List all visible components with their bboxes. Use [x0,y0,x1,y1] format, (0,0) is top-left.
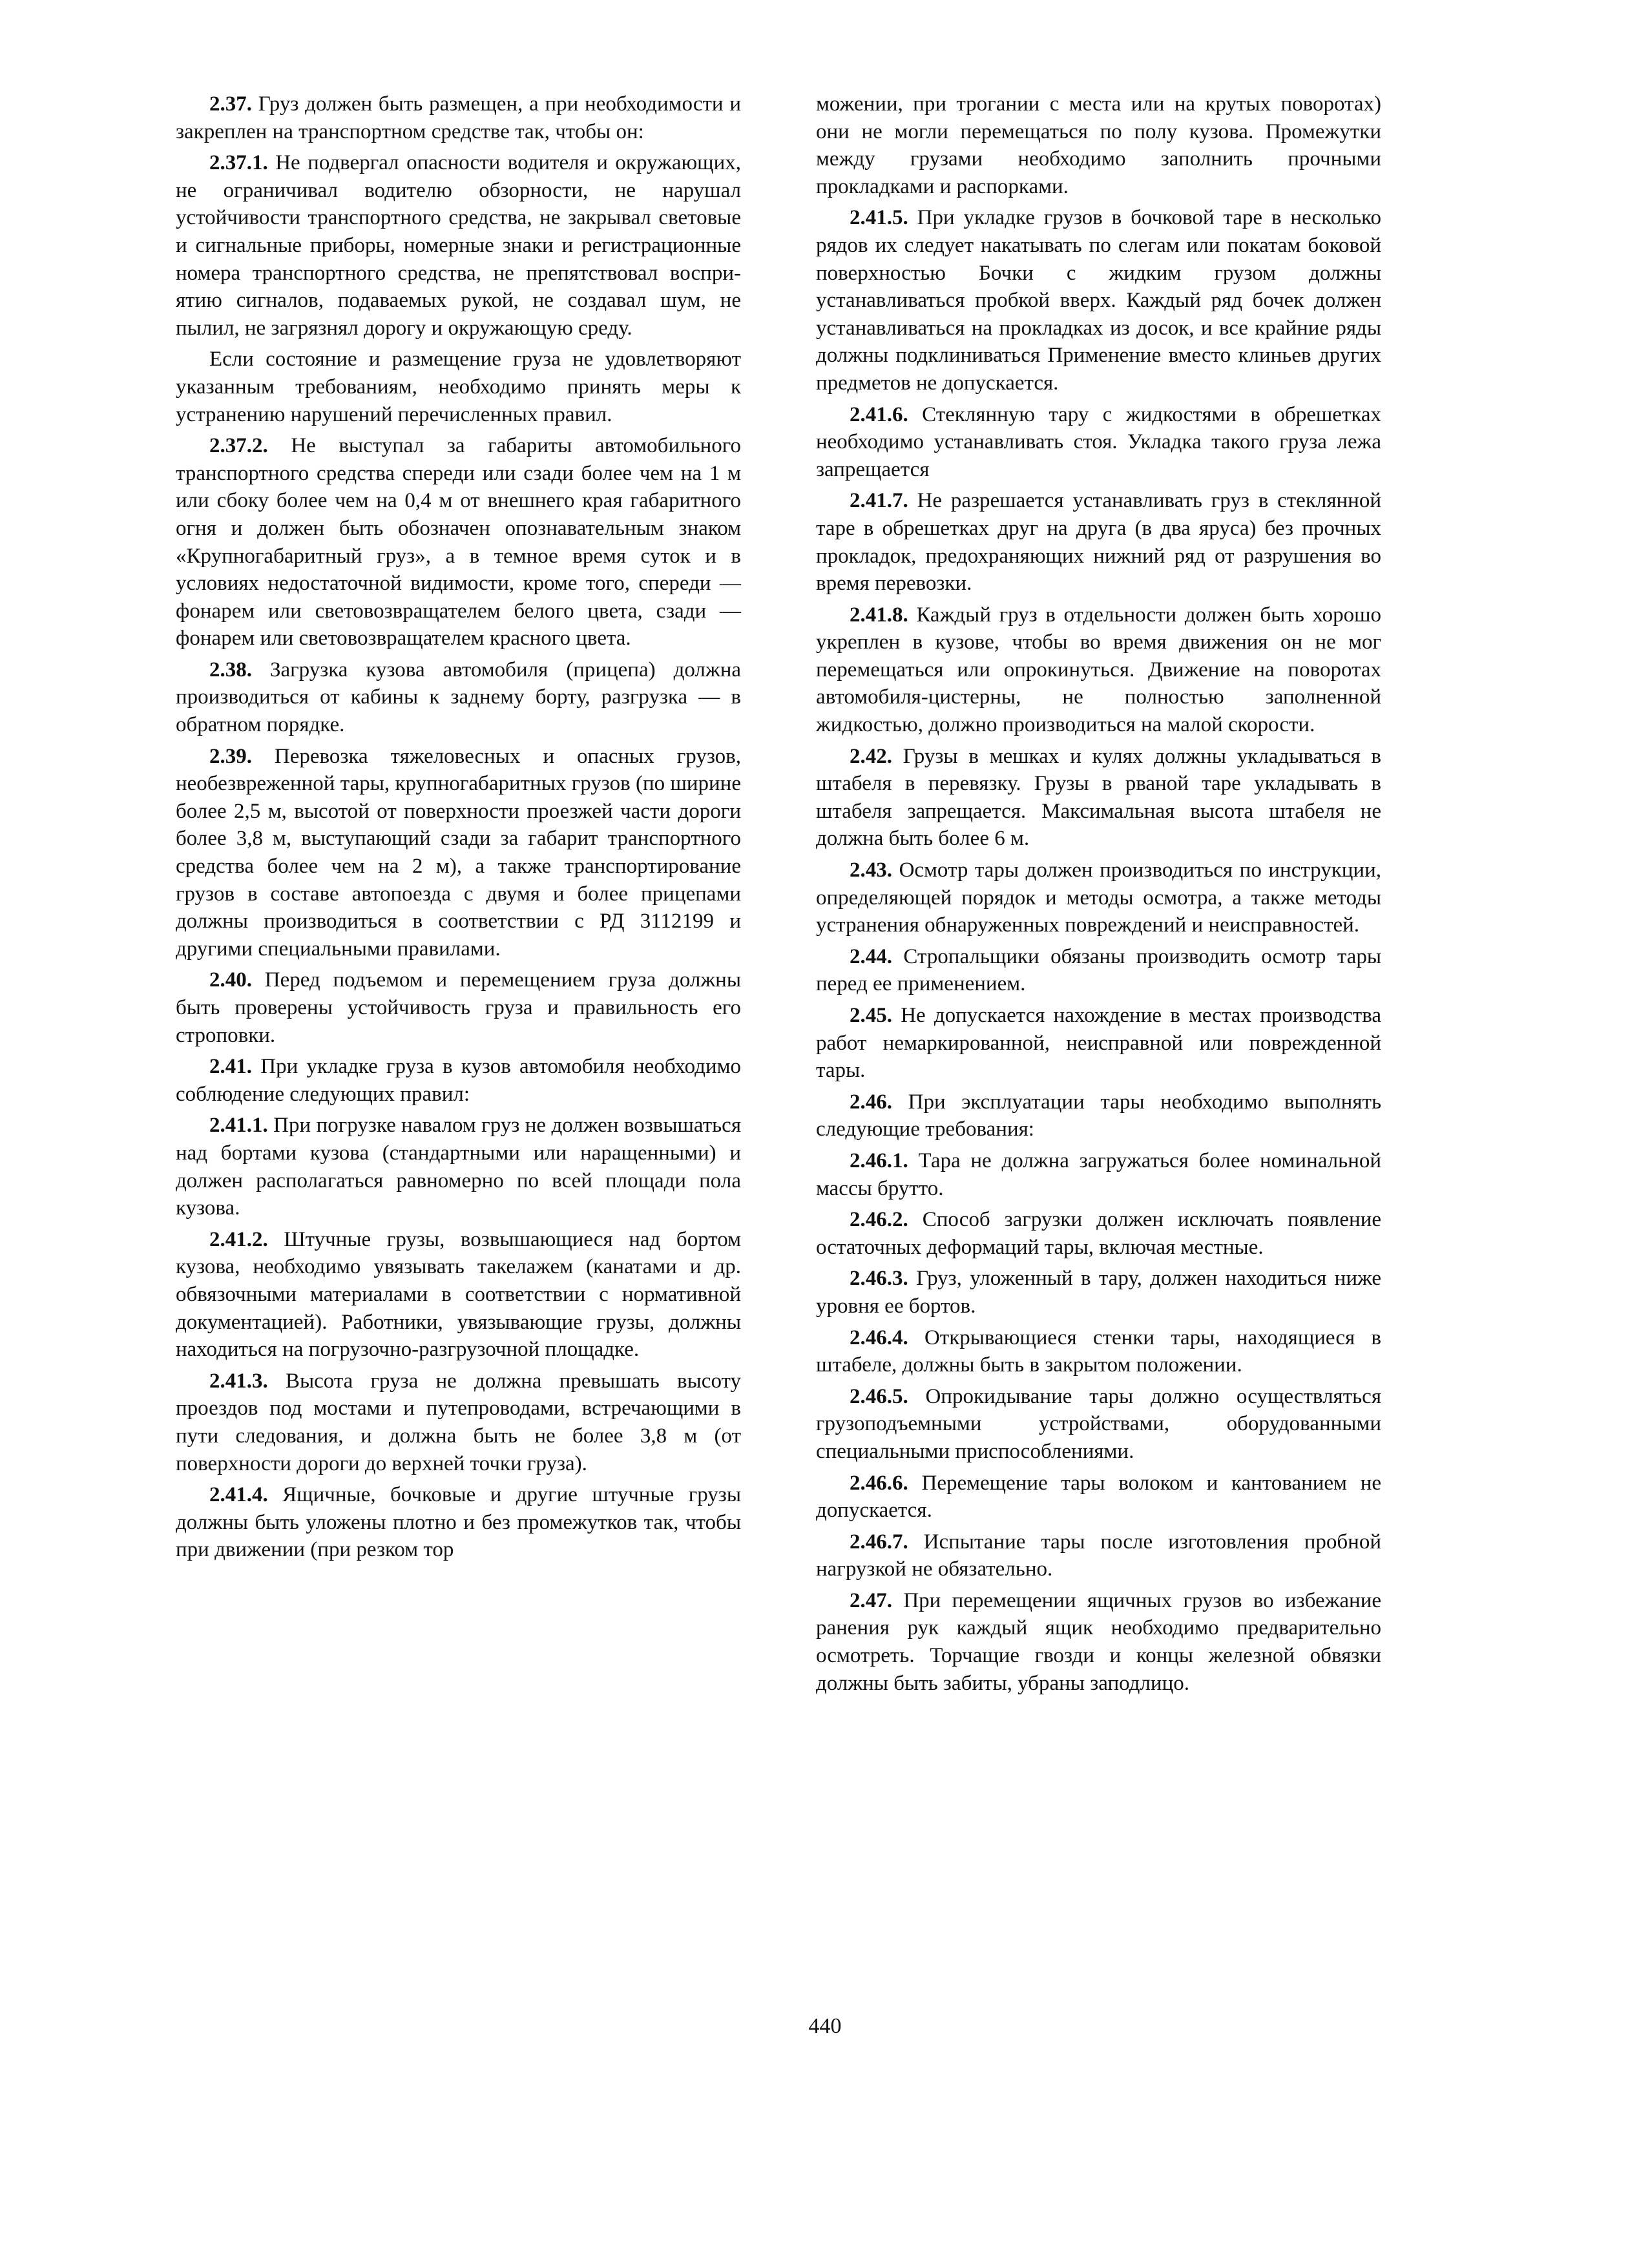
clause-number: 2.41.8. [850,603,908,627]
paragraph [816,1002,1381,1085]
paragraph-text: Способ загрузки должен исключать появление остаточных деформаций тары, включая местные. [816,1208,1381,1259]
paragraph [816,1088,1381,1143]
clause-number: 2.41. [209,1055,252,1079]
paragraph [816,1528,1381,1583]
paragraph [176,1226,741,1364]
paragraph [816,1147,1381,1202]
clause-number: 2.41.2. [209,1227,268,1251]
paragraph [816,1587,1381,1697]
clause-number: 2.46. [850,1090,892,1114]
paragraph-text: Груз должен быть размещен, а при необходимости и закреплен на транспортном средстве так, чтобы он: [176,92,741,143]
paragraph-text: Осмотр тары должен производиться по инструкции, определяющей порядок и методы осмотра, а также методы устранения обнаруженных повреждений и неисправностей. [816,858,1381,937]
clause-number: 2.41.3. [209,1369,268,1393]
paragraph [176,1053,741,1108]
paragraph-text: Испытание тары после изготовления пробной нагрузкой не обязательно. [816,1530,1381,1581]
right-column [816,90,1381,1701]
paragraph [176,149,741,342]
paragraph-text: При эксплуатации тары необходимо выполнять следующие требования: [816,1090,1381,1141]
paragraph-text: можении, при трогании с места или на крутых поворотах) они не могли перемещаться по полу кузова. Промежутки между грузами необходимо заполнить прочными прокладками и распорками. [816,92,1381,198]
clause-number: 2.46.1. [850,1149,908,1172]
paragraph-text: Ящичные, бочковые и другие штучные грузы должны быть уложены плотно и без промежутков так, чтобы при движении (при резком тор [176,1483,741,1562]
paragraph [176,1112,741,1222]
paragraph-text: При погрузке навалом груз не должен возвышаться над бортами кузова (стандартными или наращенными) и должен располагаться равномерно по всей площади пола кузова. [176,1114,742,1220]
paragraph-text: Высота груза не должна превышать высоту проездов под мостами и путепроводами, встречающими в пути следования, и должна быть не более 3,8 м (от поверхности дороги до верхней точки груза). [176,1369,742,1475]
clause-number: 2.37. [209,92,252,116]
paragraph-text: Тара не должна загружаться более номинальной массы брутто. [816,1149,1382,1200]
paragraph [176,346,741,428]
clause-number: 2.46.3. [850,1267,908,1291]
clause-number: 2.46.2. [850,1208,908,1232]
page-number: 440 [808,2014,842,2038]
clause-number: 2.41.7. [850,489,908,513]
clause-number: 2.37.1. [209,151,268,175]
paragraph [816,1324,1381,1379]
clause-number: 2.41.4. [209,1483,268,1507]
paragraph-text: Груз, уложенный в тару, должен находиться ниже уровня ее бортов. [816,1267,1381,1318]
paragraph [176,1481,741,1564]
clause-number: 2.42. [850,744,892,768]
paragraph-text: Опрокидывание тары должно осуществляться грузоподъемными устройствами, оборудованными специальными приспособлениями. [816,1384,1382,1463]
paragraph [816,743,1381,853]
paragraph-text: Перемещение тары волоком и кантованием не допускается. [816,1471,1381,1523]
paragraph [816,1470,1381,1524]
paragraph-text: Не допускается нахождение в местах производства работ немаркированной, неисправной или поврежденной тары. [816,1004,1382,1083]
clause-number: 2.37.2. [209,434,268,458]
paragraph [176,743,741,963]
paragraph-text: Каждый груз в отдельности должен быть хорошо укреплен в кузове, чтобы во время движения он не мог перемещаться или опрокинуться. Движение на поворотах автомобиля-цистерны, не полностью заполненной жидкостью, должно производиться на малой скорости. [816,603,1381,737]
paragraph-text: Стропальщики обязаны производить осмотр тары перед ее применением. [816,944,1382,996]
clause-number: 2.43. [850,858,892,882]
paragraph [176,656,741,739]
clause-number: 2.46.5. [850,1384,908,1408]
paragraph-text: При перемещении ящичных грузов во избежание ранения рук каждый ящик необходимо предварительно осмотреть. Торчащие гвозди и концы железной обвязки должны быть забиты, убраны заподлицо. [816,1588,1382,1695]
paragraph-text: Грузы в мешках и кулях должны укладываться в штабеля в перевязку. Грузы в рваной таре укладывать в штабеля запрещается. Максимальная высота штабеля не должна быть более 6 м. [816,744,1382,851]
paragraph-text: Если состояние и размещение груза не удовлетворяют указанным требованиям, необходимо принять меры к устранению нарушений перечисленных правил. [176,348,741,426]
paragraph [816,487,1381,597]
paragraph [816,90,1381,200]
clause-number: 2.39. [209,744,252,768]
paragraph [816,943,1381,998]
clause-number: 2.41.6. [850,402,908,426]
paragraph-text: При укладке груза в кузов автомобиля необходимо соблюдение следующих правил: [176,1055,741,1106]
clause-number: 2.41.1. [209,1114,268,1138]
paragraph-text: Перед подъемом и перемещением груза должны быть проверены устойчивость груза и правильность его строповки. [176,968,741,1047]
paragraph [176,432,741,652]
paragraph [816,1383,1381,1466]
paragraph-text: Штучные грузы, возвышающиеся над бортом кузова, необходимо увязывать такелажем (канатами и др. обвязочными материалами в соответствии с нормативной документацией). Работники, увязывающие грузы, должны находиться на погрузочно-разгрузочной площадке. [176,1227,742,1362]
paragraph-text: Открывающиеся стенки тары, находящиеся в штабеле, должны быть в закрытом положении. [816,1326,1381,1377]
clause-number: 2.45. [850,1004,892,1027]
clause-number: 2.46.6. [850,1471,908,1495]
paragraph [816,857,1381,939]
paragraph-text: При укладке грузов в бочковой таре в несколько рядов их следует накатывать по слегам или покатам боковой поверхностью Бочки с жидким грузом должны устанавливаться пробкой вверх. Каждый ряд бочек должен устанавливаться на прокладках из досок, и все крайние ряды должны подклиниваться Применение вместо клиньев других предметов не допускается. [816,206,1382,395]
clause-number: 2.47. [850,1588,892,1612]
paragraph [176,90,741,145]
paragraph-text: Загрузка кузова автомобиля (прицепа) должна производиться от кабины к заднему борту, разгрузка — в обратном порядке. [176,658,741,737]
paragraph-text: Перевозка тяжеловесных и опасных грузов, необезвреженной тары, крупногабаритных грузов (по ширине более 2,5 м, высотой от поверхности проезжей части дороги более 3,8 м, выступающий сзади за габарит транспортного средства более чем на 2 м), а также транспортирование грузов в составе автопоезда с двумя и более прицепами должны производиться в соответствии с РД 3112199 и другими специальными правилами. [176,744,741,961]
paragraph [816,1206,1381,1261]
paragraph [176,966,741,1049]
clause-number: 2.46.4. [850,1326,908,1349]
paragraph-text: Не подвергал опасности водителя и окружающих, не ограничивал водителю обзорности, не нарушал устойчивости транспортного средства, не закрывал световые и сигнальные приборы, номерные знаки и регистрационные номера транспортного средства, не препятствовал восприятию сигналов, подаваемых рукой, не создавал шум, не пылил, не загрязнял дорогу и окружающую среду. [176,151,741,340]
paragraph [816,401,1381,484]
clause-number: 2.40. [209,968,252,992]
clause-number: 2.38. [209,658,252,681]
paragraph [816,204,1381,397]
paragraph [176,1368,741,1477]
paragraph-text: Стеклянную тару с жидкостями в обрешетках необходимо устанавливать стоя. Укладка такого груза лежа запрещается [816,402,1381,481]
paragraph [816,1265,1381,1320]
paragraph-text: Не разрешается устанавливать груз в стеклянной таре в обрешетках друг на друга (в два яруса) без прочных прокладок, предохраняющих нижний ряд от разрушения во время перевозки. [816,489,1381,596]
left-column [176,90,741,1568]
clause-number: 2.44. [850,944,892,968]
paragraph [816,601,1381,739]
paragraph-text: Не выступал за габариты автомобильного транспортного средства спереди или сзади более чем на 1 м или сбоку более чем на 0,4 м от внешнего края габаритного огня и должен быть обозначен опознавательным знаком «Крупногабаритный груз», а в темное время суток и в условиях недостаточной видимости, кроме того, спереди — фонарем или световозвращателем белого цвета, сзади — фонарем или световозвращателем красного цвета. [176,434,741,650]
clause-number: 2.41.5. [850,206,908,230]
clause-number: 2.46.7. [850,1530,908,1554]
